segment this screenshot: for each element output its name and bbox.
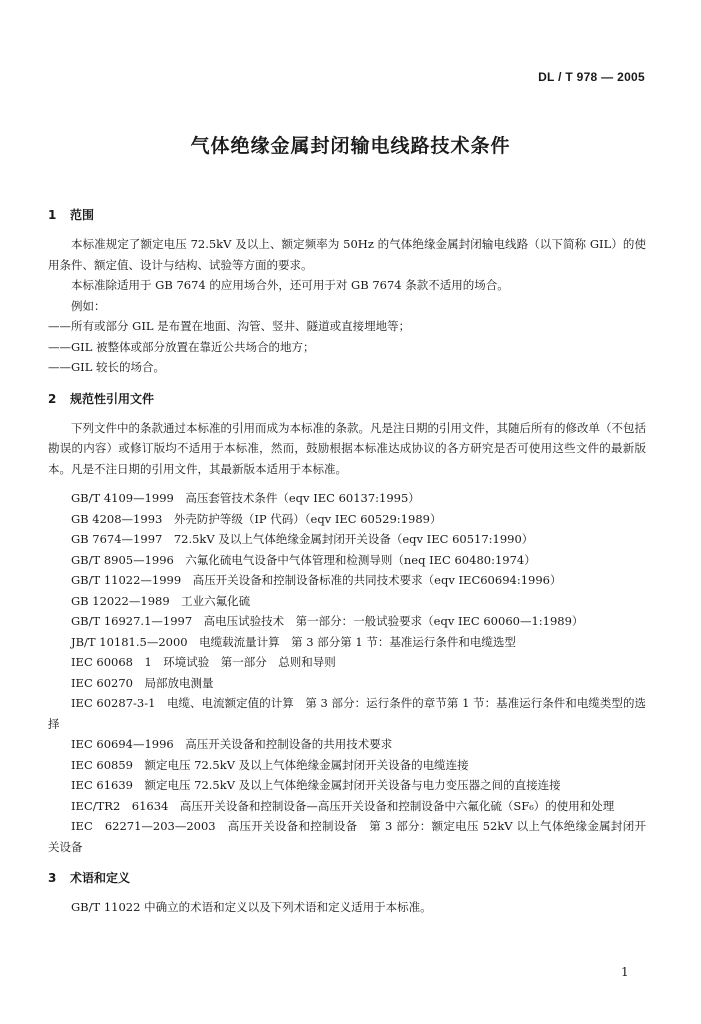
reference-item: GB/T 4109—1999 高压套管技术条件（eqv IEC 60137:1995）	[71, 491, 420, 505]
reference-item: IEC 60694—1996 高压开关设备和控制设备的共用技术要求	[71, 737, 393, 751]
reference-item: IEC 60270 局部放电测量	[71, 675, 214, 690]
reference-item: GB/T 11022—1999 高压开关设备和控制设备标准的共同技术要求（eqv IEC60694:1996）	[71, 573, 562, 587]
page-number: 1	[621, 965, 629, 979]
reference-item: GB 4208—1993 外壳防护等级（IP 代码）（eqv IEC 60529:1989）	[71, 511, 442, 526]
reference-item: IEC 61639 额定电压 72.5kV 及以上气体绝缘金属封闭开关设备与电力变压器之间的直接连接	[71, 778, 561, 792]
document-title: 气体绝缘金属封闭输电线路技术条件	[190, 135, 511, 157]
section-1-number: 1	[48, 208, 57, 222]
section-2-title: 规范性引用文件	[70, 391, 155, 406]
reference-item: IEC/TR2 61634 高压开关设备和控制设备—高压开关设备和控制设备中六氟化硫（SF₆）的使用和处理	[71, 798, 615, 813]
section-1-title: 范围	[70, 208, 95, 222]
section-1-paragraph-1: 本标准规定了额定电压 72.5kV 及以上、额定频率为 50Hz 的气体绝缘金属封闭输电线路（以下简称 GIL）的使用条件、额定值、设计与结构、试验等方面的要求。	[48, 237, 646, 272]
reference-item: GB 12022—1989 工业六氟化硫	[71, 593, 251, 608]
section-3-title: 术语和定义	[70, 871, 131, 885]
reference-item: GB/T 8905—1996 六氟化硫电气设备中气体管理和检测导则（neq IEC 60480:1974）	[71, 552, 536, 567]
section-2-number: 2	[48, 391, 57, 406]
section-1-heading	[48, 205, 646, 225]
section-3-number: 3	[48, 871, 57, 885]
example-item: ——GIL 较长的场合。	[48, 360, 166, 374]
example-item: ——GIL 被整体或部分放置在靠近公共场合的地方；	[48, 339, 315, 354]
document-body	[48, 205, 646, 918]
reference-item: IEC 60859 额定电压 72.5kV 及以上气体绝缘金属封闭开关设备的电缆连接	[71, 757, 469, 772]
reference-item: IEC 62271—203—2003 高压开关设备和控制设备 第 3 部分：额定电压 52kV 以上气体绝缘金属封闭开关设备	[48, 819, 646, 854]
reference-item: GB 7674—1997 72.5kV 及以上气体绝缘金属封闭开关设备（eqv IEC 60517:1990）	[71, 532, 534, 546]
example-item: ——所有或部分 GIL 是布置在地面、沟管、竖井、隧道或直接埋地等；	[48, 319, 411, 333]
reference-item: JB/T 10181.5—2000 电缆载流量计算 第 3 部分第 1 节：基准运行条件和电缆选型	[71, 634, 516, 649]
section-3-heading	[48, 868, 646, 888]
reference-item: IEC 60068 1 环境试验 第一部分 总则和导则	[71, 655, 336, 669]
reference-item: GB/T 16927.1—1997 高电压试验技术 第一部分：一般试验要求（eqv IEC 60060—1:1989）	[71, 614, 584, 628]
section-2-intro: 下列文件中的条款通过本标准的引用而成为本标准的条款。凡是注日期的引用文件，其随后所有的修改单（不包括勘误的内容）或修订版均不适用于本标准，然而，鼓励根据本标准达成协议的各方研究是否可使用这些文件的最新版本。凡是不注日期的引用文件，其最新版本适用于本标准。	[48, 420, 646, 476]
section-3-paragraph-1: GB/T 11022 中确立的术语和定义以及下列术语和定义适用于本标准。	[71, 900, 432, 914]
section-1-paragraph-2: 本标准除适用于 GB 7674 的应用场合外，还可用于对 GB 7674 条款不适用的场合。	[71, 278, 509, 292]
reference-item: IEC 60287-3-1 电缆、电流额定值的计算 第 3 部分：运行条件的章节第 1 节：基准运行条件和电缆类型的选择	[48, 696, 646, 731]
example-label: 例如：	[71, 298, 106, 313]
section-2-heading	[48, 389, 646, 409]
standard-code: DL / T 978 — 2005	[538, 70, 645, 84]
